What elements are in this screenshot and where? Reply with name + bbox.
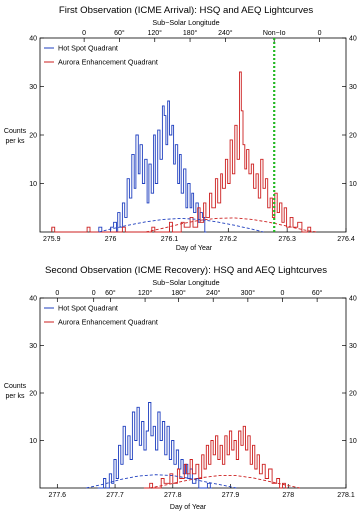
chart-panel-second-observation: [4, 265, 357, 511]
y-axis-label-line-1: Counts: [3, 383, 27, 390]
x-tick-label: 277.6: [48, 492, 67, 499]
y-tick-label-left: 10: [29, 181, 37, 188]
series-line-1: [144, 426, 287, 488]
chart-panel-first-observation: [4, 5, 357, 252]
top-tick-label: 0: [91, 290, 96, 297]
y-tick-label-left: 20: [29, 390, 37, 398]
top-tick-label: 120°: [137, 290, 153, 297]
top-axis-label: Sub−Solar Longitude: [152, 278, 220, 287]
y-tick-label-right: 30: [349, 343, 357, 350]
legend-entry: Hot Spot Quadrant: [58, 43, 118, 53]
y-tick-label-right: 40: [349, 35, 357, 43]
y-axis-label-line-1: Counts: [3, 128, 27, 135]
series-line-0: [93, 101, 206, 232]
x-tick-label: 276.4: [337, 236, 355, 243]
y-tick-label-right: 10: [349, 438, 357, 445]
x-tick-label: 278.1: [337, 492, 355, 499]
x-tick-label: 278: [282, 492, 295, 499]
dashed-trend-3: [150, 476, 300, 488]
y-tick-label-right: 20: [349, 132, 357, 140]
y-axis-label-line-2: per ks: [5, 393, 25, 400]
top-tick-label: 0: [317, 30, 322, 37]
y-tick-label-left: 40: [29, 35, 37, 43]
top-tick-label: 0: [82, 30, 87, 37]
dashed-trend-3: [146, 218, 317, 232]
y-tick-label-right: 40: [349, 295, 357, 303]
x-tick-label: 276: [104, 236, 117, 243]
legend-entry: Aurora Enhancement Quadrant: [58, 57, 158, 67]
x-tick-label: 276.3: [278, 236, 296, 243]
top-tick-label: 300°: [240, 290, 256, 297]
top-tick-label: 0: [280, 290, 285, 297]
x-axis-label: Day of Year: [169, 504, 207, 511]
x-tick-label: 276.2: [219, 236, 238, 243]
series-line-0: [98, 403, 212, 489]
top-tick-label: 240°: [218, 30, 233, 37]
top-tick-label: Non−Io: [262, 30, 286, 37]
top-tick-label: 0: [55, 290, 60, 297]
y-axis-label-line-2: per ks: [5, 138, 25, 145]
y-tick-label-left: 40: [29, 295, 37, 303]
legend-entry: Aurora Enhancement Quadrant: [58, 317, 158, 327]
x-tick-label: 277.8: [164, 492, 182, 499]
x-axis-label: Day of Year: [175, 245, 213, 252]
top-tick-label: 180°: [171, 290, 186, 297]
top-tick-label: 60°: [114, 30, 125, 37]
top-tick-label: 120°: [147, 30, 162, 37]
x-tick-label: 277.7: [106, 492, 124, 499]
y-tick-label-right: 20: [349, 390, 357, 398]
x-tick-label: 277.9: [221, 492, 240, 499]
y-tick-label-right: 10: [349, 181, 357, 188]
plot-frame: [40, 298, 346, 488]
y-tick-label-left: 20: [29, 132, 37, 140]
top-tick-label: 180°: [182, 30, 198, 37]
x-tick-label: 275.9: [43, 236, 61, 243]
x-tick-label: 276.1: [160, 236, 179, 243]
legend-entry: Hot Spot Quadrant: [58, 303, 118, 313]
chart-title: Second Observation (ICME Recovery): HSQ and AEQ Lightcurves: [44, 265, 328, 276]
top-tick-label: 60°: [105, 290, 116, 297]
chart-title: First Observation (ICME Arrival): HSQ and AEQ Lightcurves: [58, 5, 314, 16]
top-tick-label: 60°: [311, 290, 323, 297]
top-tick-label: 240°: [205, 290, 221, 297]
y-tick-label-left: 30: [29, 84, 37, 91]
y-tick-label-left: 10: [29, 438, 37, 445]
y-tick-label-right: 30: [349, 84, 357, 91]
top-axis-label: Sub−Solar Longitude: [152, 18, 220, 27]
y-tick-label-left: 30: [29, 343, 37, 350]
plot-frame: [40, 38, 346, 232]
